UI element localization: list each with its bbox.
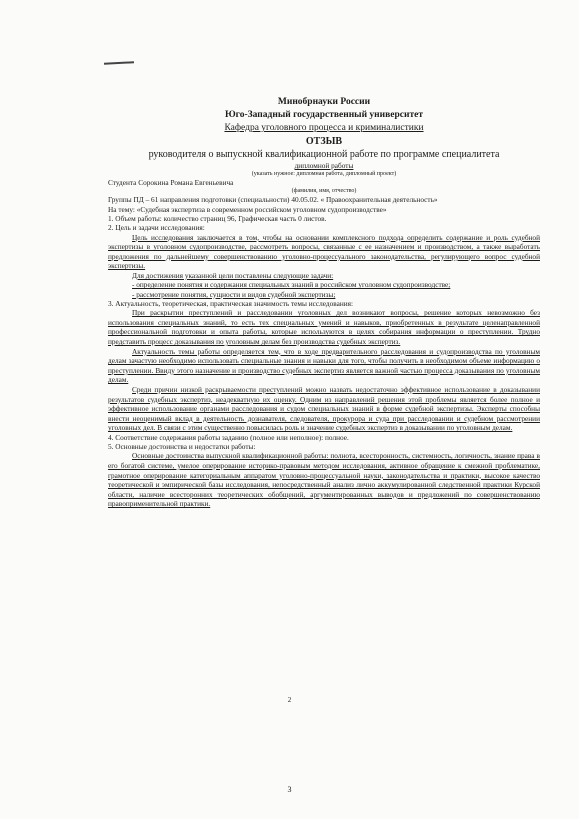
task-item: - определение понятия и содержания специальных знаний в российском уголовном судопроизводстве;	[132, 280, 451, 290]
tasks-intro: Для достижения указанной цели поставлены следующие задачи:	[132, 270, 334, 280]
department-heading: Кафедра уголовного процесса и криминалистики	[224, 123, 424, 133]
relevance-paragraph: Актуальность темы работы определяется тем, что в ходе предварительного расследования и судопроизводства по уголовным делам зачастую необходимо использовать специальные знания и навыки для того, чтобы получить в необходимом объеме информацию о преступлении. Ввиду этого назначение и производство судебных экспертиз является важной частью процесса доказывания по уголовным делам.	[108, 346, 540, 385]
work-type: дипломной работы	[294, 161, 354, 170]
section-2: 2. Цель и задачи исследования:	[108, 223, 205, 233]
section-5: 5. Основные достоинства и недостатки работы:	[108, 442, 256, 452]
section-3: 3. Актуальность, теоретическая, практическая значимость темы исследования:	[108, 298, 354, 308]
student-line: Студента Сорокина Романа Евгеньевича	[108, 178, 234, 188]
goal-paragraph: Цель исследования заключается в том, чтобы на основании комплексного подхода определить содержание и роль судебной экспертизы в уголовном судопроизводстве, рассмотреть вопросы, связанные с ее назначением и производством, а также выработать предложения по дальнейшему совершенствованию уголовно-процессуального законодательства, регулирующего вопрос судебной экспертизы.	[108, 232, 540, 271]
scan-page-number: 3	[287, 785, 292, 794]
task-item: - рассмотрение понятия, сущности и видов судебной экспертизы;	[132, 289, 336, 299]
section-4: 4. Соответствие содержания работы заданию (полное или неполное): полное.	[108, 432, 349, 442]
work-type-hint: (указать нужное: дипломная работа, дипломный проект)	[251, 171, 397, 178]
student-hint: (фамилия, имя, отчество)	[291, 188, 357, 195]
document-body	[108, 96, 540, 509]
group-line: Группы ПД – 61 направления подготовки (специальности) 40.05.02. « Правоохранительная деятельность»	[108, 195, 438, 205]
relevance-paragraph: При раскрытии преступлений и расследовании уголовных дел возникают вопросы, решение которых невозможно без использования специальных знаний, то есть тех специальных умений и навыков, приобретенных в результате целенаправленной профессиональной подготовки и опыта работы, которые используются в целях собирания информации о преступлении. Трудно представить процесс доказывания по уголовным делам без производства судебных экспертиз.	[108, 308, 540, 346]
topic-line: На тему: «Судебная экспертиза в современном российском уголовном судопроизводстве»	[108, 205, 387, 214]
section-1: 1. Объем работы: количество страниц 96, Графическая часть 0 листов.	[108, 214, 327, 224]
ministry-heading: Минобрнауки России	[277, 97, 371, 107]
university-heading: Юго-Западный государственный университет	[224, 110, 423, 120]
document-subtitle: руководителя о выпускной квалификационной работе по программе специалитета	[148, 149, 500, 160]
inner-page-number: 2	[287, 696, 292, 704]
merits-paragraph: Основные достоинства выпускной квалификационной работы: полнота, всесторонность, системность, логичность, знание права в его богатой системе, умелое оперирование историко-правовым методом исследования, активное обращение к смежной проблематике, грамотное оперирование категориальным аппаратом уголовно-процессуальной науки, законодательства и практики, высокое качество теоретической и эмпирической базы исследования, непосредственный анализ лично аккумулированной следственной практики Курской области, наличие всесторонних теоретических обобщений, аргументированных выводов и предложений по совершенствованию правоприменительной практики.	[108, 451, 540, 509]
document-title: ОТЗЫВ	[305, 136, 343, 147]
relevance-paragraph: Среди причин низкой раскрываемости преступлений можно назвать недостаточно эффективное использование в доказывании результатов судебных экспертиз, неадекватную их оценку. Одним из направлений решения этой проблемы является более полное и эффективное использование органами расследования и судом специальных знаний в форме судебной экспертизы. Эксперты способны внести неоценимый вклад в деятельность дознавателя, следователя, прокурора и суда при расследовании и судебном рассмотрении уголовных дел. В связи с этим существенно повысилась роль и значение судебных экспертиз в доказывании по уголовным делам.	[108, 384, 540, 433]
